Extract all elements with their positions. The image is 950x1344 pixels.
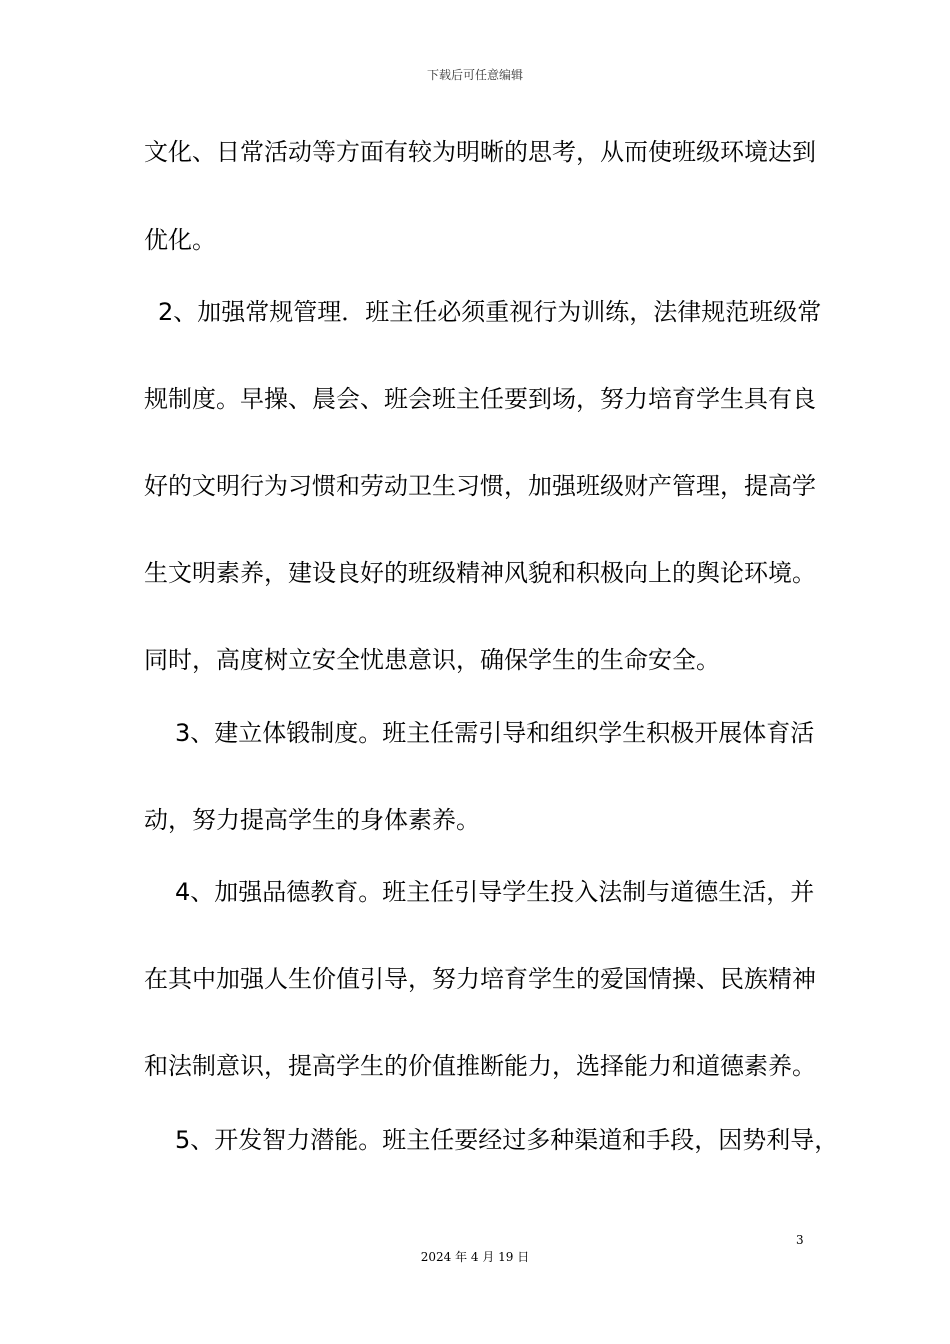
paragraph-line: 4、加强品德教育。班主任引导学生投入法制与道德生活，并 [175,878,815,906]
page-number: 3 [796,1233,804,1247]
paragraph-line: 好的文明行为习惯和劳动卫生习惯，加强班级财产管理，提高学 [144,472,816,500]
paragraph-line: 优化。 [144,226,216,254]
paragraph-line: 3、建立体锻制度。班主任需引导和组织学生积极开展体育活 [175,719,815,747]
paragraph-line: 文化、日常活动等方面有较为明晰的思考，从而使班级环境达到 [144,138,816,166]
paragraph-line: 同时，高度树立安全忧患意识，确保学生的生命安全。 [144,646,720,674]
paragraph-line: 2、加强常规管理．班主任必须重视行为训练，法律规范班级常 [158,298,822,326]
paragraph-line: 生文明素养，建设良好的班级精神风貌和积极向上的舆论环境。 [144,559,816,587]
paragraph-line: 5、开发智力潜能。班主任要经过多种渠道和手段，因势利导， [175,1126,839,1154]
page-header: 下载后可任意编辑 [426,68,523,82]
paragraph-line: 规制度。早操、晨会、班会班主任要到场，努力培育学生具有良 [144,385,816,413]
footer-date: 2024 年 4 月 19 日 [420,1250,530,1264]
paragraph-line: 动，努力提高学生的身体素养。 [144,806,480,834]
paragraph-line: 在其中加强人生价值引导，努力培育学生的爱国情操、民族精神 [144,965,816,993]
paragraph-line: 和法制意识，提高学生的价值推断能力，选择能力和道德素养。 [144,1052,816,1080]
